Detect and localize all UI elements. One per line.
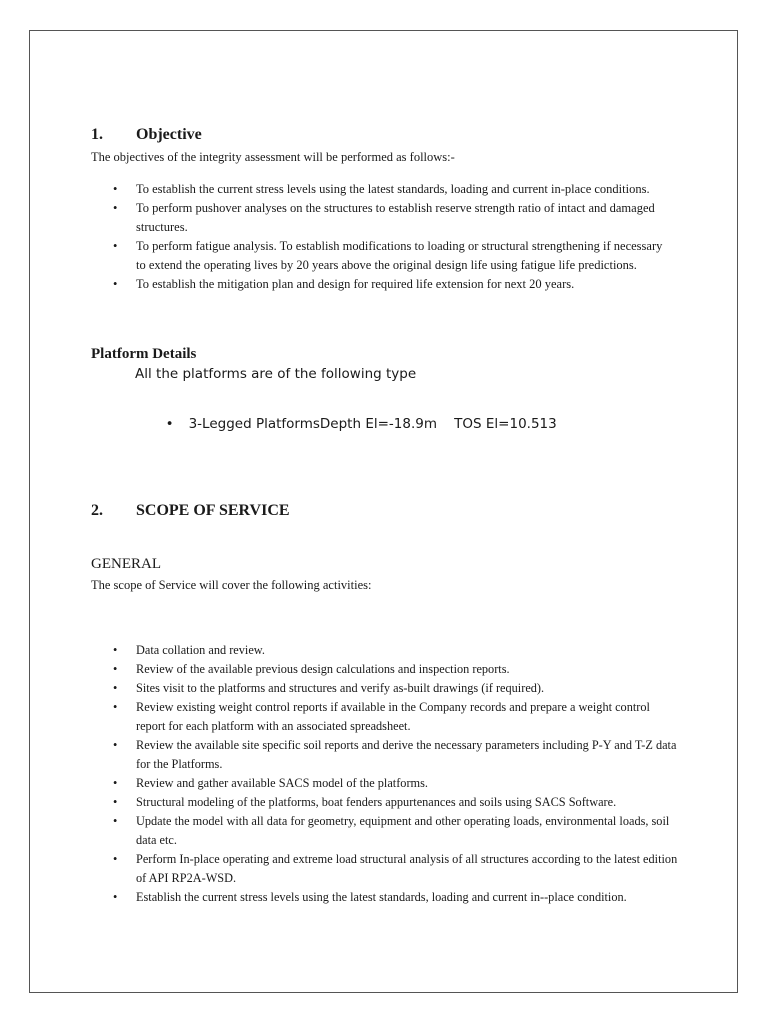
bullet-icon: • [113,738,118,752]
general-heading: GENERAL [91,556,161,572]
list-item: • Review of the available previous design calculations and inspection reports. [113,660,678,679]
bullet-icon: • [165,416,174,432]
bullet-icon: • [113,700,118,714]
list-item: • Perform In-place operating and extreme load structural analysis of all structures according to the latest edition of API RP2A-WSD. [113,852,678,885]
bullet-icon: • [113,201,118,215]
list-item: • To establish the current stress levels using the latest standards, loading and current in-place conditions. [113,180,673,199]
section-1-number: 1. [91,126,103,143]
section-1-title: Objective [136,126,202,143]
list-item: • Review existing weight control reports if available in the Company records and prepare a weight control report for each platform with an associated spreadsheet. [113,700,650,733]
list-item: • Data collation and review. [113,641,678,660]
platform-details-intro: All the platforms are of the following type [135,366,417,382]
list-item: • Review and gather available SACS model of the platforms. [113,774,678,793]
section-2-number: 2. [91,502,103,519]
section-2-title: SCOPE OF SERVICE [136,502,290,519]
list-item: • To establish the mitigation plan and design for required life extension for next 20 years. [113,275,673,294]
section-1-intro: The objectives of the integrity assessment will be performed as follows:- [91,150,455,164]
bullet-icon: • [113,814,118,828]
list-item: • To perform pushover analyses on the structures to establish reserve strength ratio of intact and damaged structures. [113,201,655,234]
list-item: • Sites visit to the platforms and structures and verify as-built drawings (if required). [113,679,678,698]
bullet-icon: • [113,776,118,790]
section-2-heading [91,502,290,520]
platform-details-item: • 3-Legged PlatformsDepth El=-18.9m TOS El=10.513 [165,416,557,432]
bullet-icon: • [113,643,118,657]
platform-details-heading: Platform Details [91,346,197,362]
list-item: • Review the available site specific soil reports and derive the necessary parameters including P-Y and T-Z data for the Platforms. [113,738,677,771]
bullet-icon: • [113,182,118,196]
bullet-icon: • [113,662,118,676]
bullet-icon: • [113,795,118,809]
bullet-icon: • [113,681,118,695]
list-item: • Establish the current stress levels using the latest standards, loading and current in--place condition. [113,888,678,907]
bullet-icon: • [113,277,118,291]
scope-list [113,641,678,907]
objectives-list [113,180,673,294]
list-item: • Structural modeling of the platforms, boat fenders appurtenances and soils using SACS Software. [113,793,678,812]
bullet-icon: • [113,239,118,253]
bullet-icon: • [113,852,118,866]
bullet-icon: • [113,890,118,904]
section-2-intro: The scope of Service will cover the following activities: [91,578,372,592]
list-item: • Update the model with all data for geometry, equipment and other operating loads, environmental loads, soil data etc. [113,814,670,847]
section-1-heading [91,126,202,144]
list-item: • To perform fatigue analysis. To establish modifications to loading or structural strengthening if necessary to extend the operating lives by 20 years above the original design life using fatigue life predictions. [113,239,663,272]
